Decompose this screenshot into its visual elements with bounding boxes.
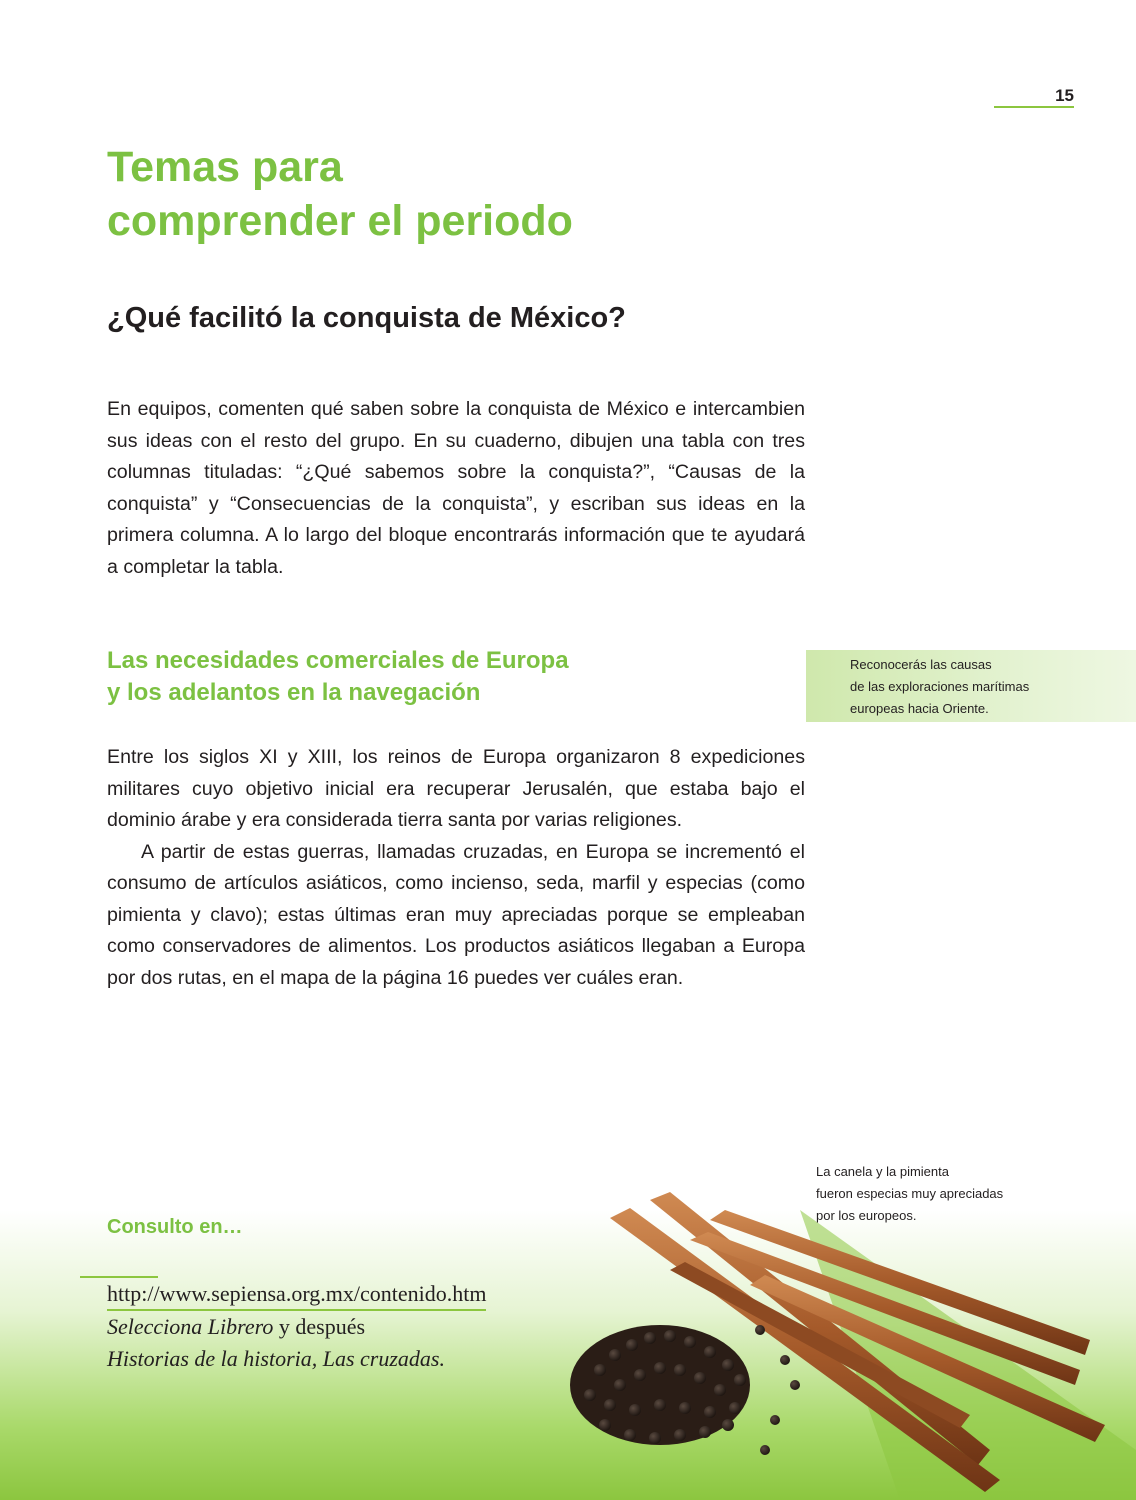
body-paragraph-1 <box>107 742 805 837</box>
learning-objective-text <box>850 654 1130 720</box>
consult-line-2 <box>107 1311 445 1343</box>
peppercorn-pile <box>570 1325 800 1455</box>
learning-objective-box <box>806 650 1136 722</box>
para1-text-b: y <box>277 746 308 768</box>
para1-text-a: Entre los siglos <box>107 746 260 768</box>
body-paragraph-2: A partir de estas guerras, llamadas cruzadas, en Europa se incrementó el consumo de artículos asiáticos, como incienso, seda, marfil y especias (como pimienta y clavo); estas últimas eran muy apreciadas porque se empleaban como conservadores de alimentos. Los productos asiáticos llegaban a Europa por dos rutas, en el mapa de la página 16 puedes ver cuáles eran. <box>107 840 805 989</box>
objective-line-3: europeas hacia Oriente. <box>850 701 989 716</box>
chapter-title <box>107 140 807 248</box>
objective-line-2: de las exploraciones marítimas <box>850 679 1030 694</box>
consult-link[interactable]: http://www.sepiensa.org.mx/contenido.htm <box>107 1280 486 1311</box>
intro-paragraph: En equipos, comenten qué saben sobre la conquista de México e intercambien sus ideas con el resto del grupo. En su cuaderno, dibujen una tabla con tres columnas tituladas: “¿Qué sabemos sobre la conquista?”, “Causas de la conquista” y “Consecuencias de la conquista”, y escriban sus ideas en la primera columna. A lo largo del bloque encontrarás información que te ayudará a completar la tabla. <box>107 398 805 578</box>
question-heading: ¿Qué facilitó la conquista de México? <box>107 302 626 334</box>
page-number: 15 <box>994 86 1074 108</box>
objective-line-1: Reconocerás las causas <box>850 657 992 672</box>
consult-instructions <box>107 1311 445 1375</box>
consult-line-3 <box>107 1343 445 1375</box>
section-heading-line-2: y los adelantos en la navegación <box>107 679 481 706</box>
consult-line-2-rest: y después <box>273 1314 366 1339</box>
consult-line-2-italic: Selecciona Librero <box>107 1314 274 1339</box>
consult-divider <box>80 1276 158 1278</box>
section-body <box>107 742 805 994</box>
chapter-title-line-1: Temas para <box>107 143 343 191</box>
chapter-title-line-2: comprender el periodo <box>107 197 573 245</box>
century-xi: XI <box>259 746 278 768</box>
caption-line-2: fueron especias muy apreciadas <box>816 1186 1004 1201</box>
consult-heading: Consulto en… <box>107 1216 243 1238</box>
century-xiii: XIII <box>307 746 337 768</box>
consult-line-3-italic: Historias de la historia, Las cruzadas. <box>107 1346 445 1371</box>
section-heading <box>107 645 747 709</box>
section-heading-line-1: Las necesidades comerciales de Europa <box>107 647 569 674</box>
caption-line-1: La canela y la pimienta <box>816 1164 949 1179</box>
para1-text-c: , los reinos de Europa organizaron 8 expediciones militares cuyo objetivo inicial era recuperar Jerusalén, que estaba bajo el dominio árabe y era considerada tierra santa por varias religiones. <box>107 746 805 831</box>
cinnamon-and-pepper-illustration <box>560 1180 1136 1500</box>
caption-line-3: por los europeos. <box>816 1208 917 1223</box>
